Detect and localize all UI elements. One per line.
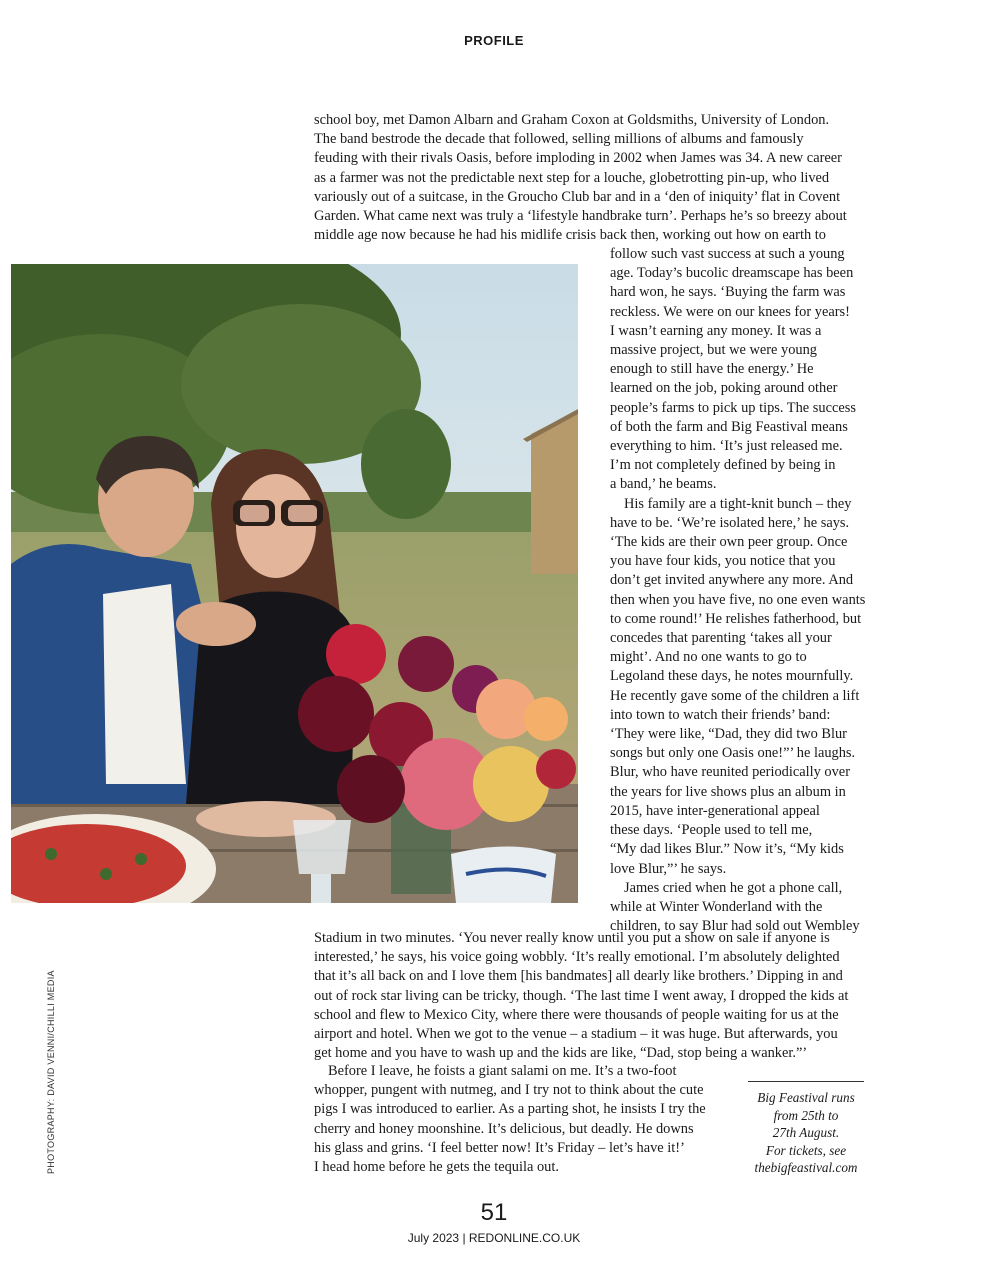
text-line: follow such vast success at such a young xyxy=(610,246,845,262)
text-line: songs but only one Oasis one!”’ he laughs. xyxy=(610,745,856,762)
text-line: 2015, have inter-generational appeal xyxy=(610,802,820,819)
text-line: you have four kids, you notice that you xyxy=(610,553,836,570)
text-line: I head home before he gets the tequila out. xyxy=(314,1159,559,1176)
text-line: I wasn’t earning any money. It was a xyxy=(610,322,822,339)
text-line: ‘The kids are their own peer group. Once xyxy=(610,534,848,551)
text-line: into town to watch their friends’ band: xyxy=(610,706,831,723)
text-line: as a farmer was not the predictable next step for a louche, globetrotting pin-up, who lived xyxy=(314,169,830,186)
text-line: Garden. What came next was truly a ‘lifestyle handbrake turn’. Perhaps he’s so breezy about xyxy=(314,208,847,225)
text-line: feuding with their rivals Oasis, before imploding in 2002 when James was 34. A new career xyxy=(314,150,842,167)
page-number: 51 xyxy=(480,1199,508,1226)
text-line: have to be. ‘We’re isolated here,’ he says. xyxy=(610,514,850,531)
sidebar-line: Big Feastival runs xyxy=(757,1090,855,1105)
sidebar-divider xyxy=(748,1081,864,1082)
text-line: Legoland these days, he notes mournfully. xyxy=(610,668,854,685)
sidebar-line: from 25th to xyxy=(773,1107,839,1123)
text-line: reckless. We were on our knees for years! xyxy=(610,303,850,320)
text-line: enough to still have the energy.’ He xyxy=(610,361,814,378)
text-line: massive project, but we were young xyxy=(610,342,818,359)
text-line: hard won, he says. ‘Buying the farm was xyxy=(610,284,846,301)
text-line: children, to say Blur had sold out Wembley xyxy=(610,918,860,935)
footer-text: July 2023 | REDONLINE.CO.UK xyxy=(407,1231,581,1245)
text-line: cherry and honey moonshine. It’s delicious, but deadly. He downs xyxy=(314,1120,694,1137)
text-line: a band,’ he beams. xyxy=(610,476,717,493)
text-line: “My dad likes Blur.” Now it’s, “My kids xyxy=(610,841,844,858)
sidebar-box xyxy=(738,1089,874,1177)
text-line: airport and hotel. When we got to the venue – a stadium – it was huge. But afterwards, you xyxy=(314,1026,838,1043)
text-line: Blur, who have reunited periodically over xyxy=(610,764,850,781)
sidebar-line: For tickets, see xyxy=(765,1142,847,1158)
text-line: whopper, pungent with nutmeg, and I try not to think about the cute xyxy=(314,1082,704,1099)
section-label: PROFILE xyxy=(464,33,524,48)
text-line: The band bestrode the decade that followed, selling millions of albums and famously xyxy=(314,131,804,148)
text-line: school and flew to Mexico City, where there were thousands of people waiting for us at the xyxy=(314,1006,839,1023)
text-line: interested,’ he says, his voice going wobbly. ‘It’s really emotional. I’m absolutely delighted xyxy=(314,949,840,966)
text-line: out of rock star living can be tricky, though. ‘The last time I went away, I dropped the kids at xyxy=(314,987,849,1004)
text-line: His family are a tight-knit bunch – they xyxy=(624,495,852,512)
sidebar-link[interactable]: thebigfeastival.com xyxy=(754,1160,858,1176)
text-line: these days. ‘People used to tell me, xyxy=(610,822,813,839)
article-paragraph-last xyxy=(314,1062,706,1177)
article-paragraph-top xyxy=(314,111,847,245)
article-column xyxy=(610,245,865,936)
text-line: while at Winter Wonderland with the xyxy=(610,898,823,915)
sidebar-line: 27th August. xyxy=(772,1125,840,1141)
text-line: age. Today’s bucolic dreamscape has been xyxy=(610,265,854,282)
text-line: Stadium in two minutes. ‘You never really know until you put a show on sale if anyone is xyxy=(314,930,830,946)
text-line: variously out of a suitcase, in the Groucho Club bar and in a ‘den of iniquity’ flat in Covent xyxy=(314,188,841,205)
text-line: people’s farms to pick up tips. The success xyxy=(610,399,856,416)
text-line: school boy, met Damon Albarn and Graham Coxon at Goldsmiths, University of London. xyxy=(314,112,830,128)
text-line: of both the farm and Big Feastival means xyxy=(610,418,848,435)
text-line: I’m not completely defined by being in xyxy=(610,457,836,474)
text-line: his glass and grins. ‘I feel better now! It’s Friday – let’s have it!’ xyxy=(314,1139,685,1156)
text-line: might’. And no one wants to go to xyxy=(610,649,807,666)
text-line: Before I leave, he foists a giant salami on me. It’s a two-foot xyxy=(328,1063,677,1079)
text-line: James cried when he got a phone call, xyxy=(624,879,843,896)
text-line: He recently gave some of the children a lift xyxy=(610,687,860,704)
article-paragraph-bottom xyxy=(314,929,848,1063)
text-line: learned on the job, poking around other xyxy=(610,380,838,397)
text-line: don’t get invited anywhere any more. And xyxy=(610,572,854,589)
profile-photo xyxy=(11,264,578,903)
text-line: ‘They were like, “Dad, they did two Blur xyxy=(610,726,847,743)
text-line: then when you have five, no one even wants xyxy=(610,591,866,608)
text-line: to come round!’ He relishes fatherhood, but xyxy=(610,610,862,627)
photo-credit: PHOTOGRAPHY: DAVID VENNI/CHILLI MEDIA xyxy=(46,970,56,1174)
text-line: the years for live shows plus an album in xyxy=(610,783,846,800)
text-line: pigs I was introduced to earlier. As a parting shot, he insists I try the xyxy=(314,1101,706,1118)
text-line: get home and you have to wash up and the kids are like, “Dad, stop being a wanker.”’ xyxy=(314,1045,808,1062)
text-line: everything to him. ‘It’s just released me. xyxy=(610,438,843,455)
text-line: middle age now because he had his midlife crisis back then, working out how on earth to xyxy=(314,227,826,244)
text-line: concedes that parenting ‘takes all your xyxy=(610,630,832,647)
text-line: that it’s all back on and I love them [his bandmates] all dearly like brothers.’ Dipping in and xyxy=(314,968,843,985)
text-line: love Blur,”’ he says. xyxy=(610,860,727,877)
